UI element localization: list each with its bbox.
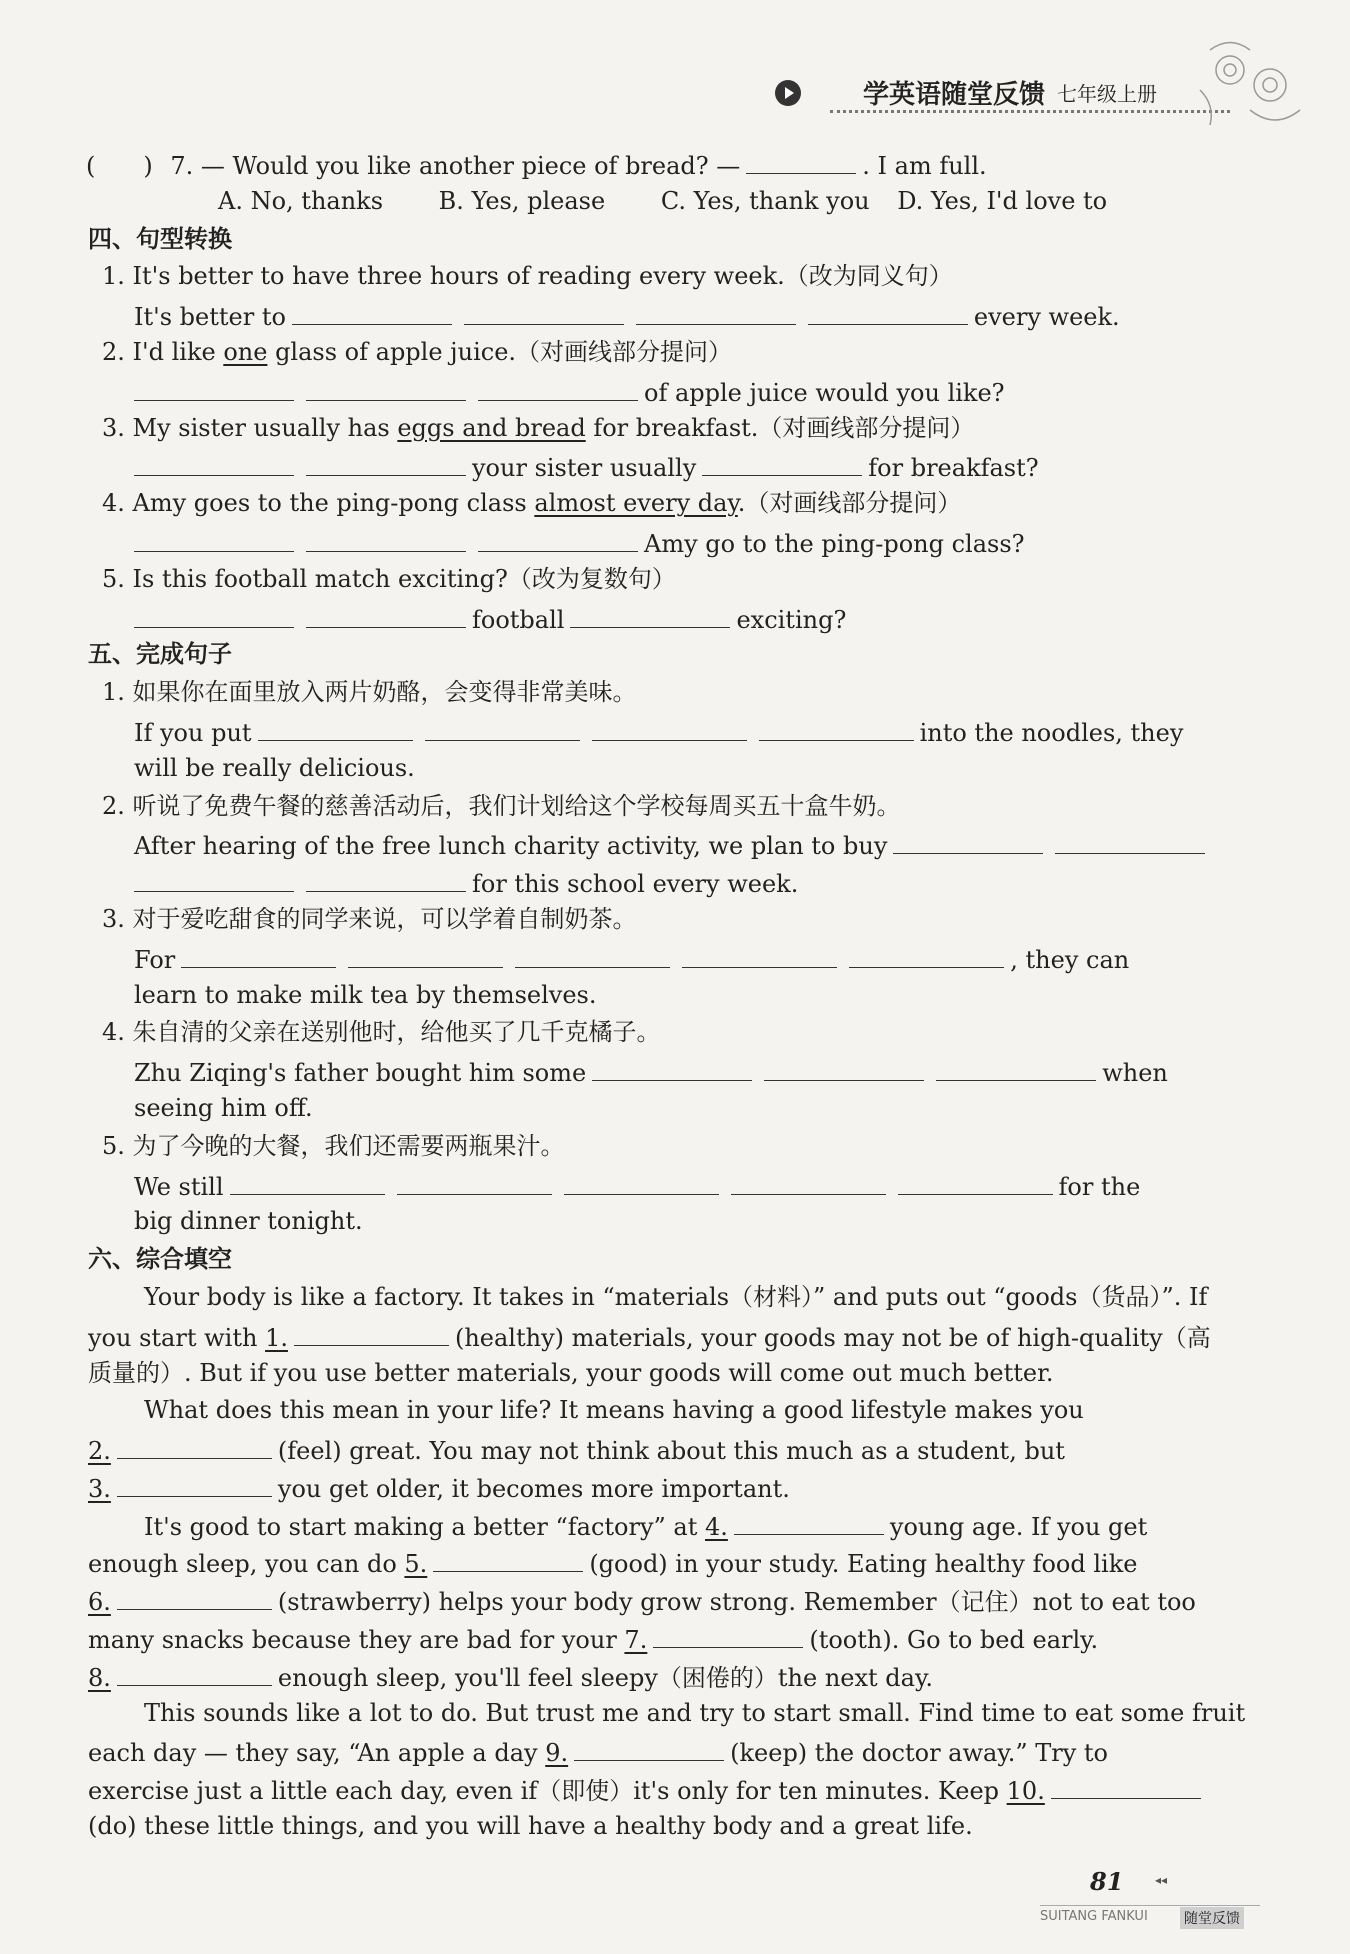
book-title: 学英语随堂反馈 bbox=[863, 80, 1046, 110]
answer-blank[interactable] bbox=[574, 1732, 724, 1761]
answer-paren: ( ) bbox=[86, 152, 153, 180]
answer-blank[interactable] bbox=[306, 523, 466, 552]
s5-q2-english: After hearing of the free lunch charity activity, we plan to buy bbox=[88, 825, 1238, 863]
answer-blank[interactable] bbox=[117, 1657, 272, 1686]
blank-number: 10. bbox=[1006, 1777, 1045, 1806]
answer-blank[interactable] bbox=[936, 1052, 1096, 1081]
passage-line: 6. (strawberry) helps your body grow strong. Remember（记住）not to eat too bbox=[88, 1581, 1238, 1619]
answer-middle: football bbox=[472, 605, 565, 634]
blank-number: 9. bbox=[545, 1739, 569, 1768]
s4-q5-prompt: 5. Is this football match exciting?（改为复数句） bbox=[102, 564, 676, 593]
blank-number: 8. bbox=[88, 1663, 111, 1692]
answer-blank[interactable] bbox=[117, 1430, 272, 1459]
passage-line: This sounds like a lot to do. But trust me and try to start small. Find time to eat some fruit bbox=[144, 1698, 1246, 1727]
footer-tag: 随堂反馈 bbox=[1180, 1907, 1244, 1929]
s4-q5-answer bbox=[88, 599, 1238, 637]
answer-blank[interactable] bbox=[653, 1619, 803, 1648]
s4-q1-answer bbox=[88, 296, 1238, 334]
s4-q2-prompt: 2. I'd like one glass of apple juice.（对画线部分提问） bbox=[102, 337, 733, 366]
answer-blank[interactable] bbox=[258, 712, 413, 741]
option-d[interactable]: D. Yes, I'd love to bbox=[897, 186, 1108, 215]
s5-q3-english: For , they can bbox=[88, 939, 1238, 977]
underlined-part: eggs and bread bbox=[397, 413, 586, 442]
passage-line: 质量的）. But if you use better materials, your goods will come out much better. bbox=[88, 1358, 1054, 1387]
s4-q3-prompt: 3. My sister usually has eggs and bread for breakfast.（对画线部分提问） bbox=[102, 413, 975, 442]
answer-middle: your sister usually bbox=[472, 454, 697, 483]
s4-q3-answer bbox=[88, 447, 1238, 485]
answer-suffix: every week. bbox=[973, 303, 1120, 332]
answer-blank[interactable] bbox=[134, 447, 294, 476]
answer-blank[interactable] bbox=[682, 939, 837, 968]
answer-blank[interactable] bbox=[478, 372, 638, 401]
answer-blank[interactable] bbox=[292, 296, 452, 325]
passage-line: 2. (feel) great. You may not think about this much as a student, but bbox=[88, 1430, 1238, 1468]
answer-blank[interactable] bbox=[898, 1166, 1053, 1195]
passage-line: It's good to start making a better “factory” at 4. young age. If you get bbox=[88, 1506, 1238, 1544]
s5-q1-english-cont: will be really delicious. bbox=[134, 753, 415, 782]
passage-line: 3. you get older, it becomes more important. bbox=[88, 1468, 1238, 1506]
footer-divider bbox=[1040, 1905, 1260, 1906]
s5-q4-english: Zhu Ziqing's father bought him some when bbox=[88, 1052, 1238, 1090]
blank-number: 4. bbox=[705, 1512, 728, 1541]
answer-blank[interactable] bbox=[849, 939, 1004, 968]
answer-blank[interactable] bbox=[306, 599, 466, 628]
answer-blank[interactable] bbox=[759, 712, 914, 741]
s4-q1-prompt: 1. It's better to have three hours of reading every week.（改为同义句） bbox=[102, 262, 953, 291]
s5-q5-english: We still for the bbox=[88, 1166, 1238, 1204]
section-6-title: 六、综合填空 bbox=[88, 1245, 232, 1274]
option-a[interactable]: A. No, thanks bbox=[218, 186, 384, 215]
answer-blank[interactable] bbox=[348, 939, 503, 968]
section-5-title: 五、完成句子 bbox=[88, 640, 232, 669]
answer-blank[interactable] bbox=[515, 939, 670, 968]
header-divider bbox=[830, 110, 1230, 113]
s5-q4-english-cont: seeing him off. bbox=[134, 1093, 313, 1122]
answer-blank[interactable] bbox=[181, 939, 336, 968]
arrow-left-icon: ◂◂ bbox=[1155, 1873, 1168, 1887]
answer-blank[interactable] bbox=[478, 523, 638, 552]
blank-number: 3. bbox=[88, 1474, 111, 1503]
answer-suffix: exciting? bbox=[736, 605, 847, 634]
passage-line: (do) these little things, and you will have a healthy body and a great life. bbox=[88, 1812, 973, 1841]
s5-q5-english-cont: big dinner tonight. bbox=[134, 1207, 363, 1236]
s4-q4-answer bbox=[88, 523, 1238, 561]
passage-line: exercise just a little each day, even if（即使）it's only for ten minutes. Keep 10. bbox=[88, 1770, 1238, 1808]
s5-q2-english-cont: for this school every week. bbox=[88, 863, 1238, 901]
s5-q3-english-cont: learn to make milk tea by themselves. bbox=[134, 980, 597, 1009]
answer-blank[interactable] bbox=[764, 1052, 924, 1081]
answer-blank[interactable] bbox=[117, 1581, 272, 1610]
answer-blank[interactable] bbox=[306, 447, 466, 476]
answer-blank[interactable] bbox=[592, 1052, 752, 1081]
blank-number: 5. bbox=[404, 1550, 428, 1579]
passage-line: many snacks because they are bad for your 7. (tooth). Go to bed early. bbox=[88, 1619, 1238, 1657]
s5-q3-chinese: 3. 对于爱吃甜食的同学来说，可以学着自制奶茶。 bbox=[102, 904, 637, 933]
answer-blank[interactable] bbox=[464, 296, 624, 325]
answer-blank[interactable] bbox=[636, 296, 796, 325]
answer-suffix: of apple juice would you like? bbox=[644, 378, 1005, 407]
question-7-stem: 7. — Would you like another piece of bread? — bbox=[170, 152, 741, 180]
question-7-options bbox=[88, 183, 1238, 221]
s5-q4-chinese: 4. 朱自清的父亲在送别他时，给他买了几千克橘子。 bbox=[102, 1018, 661, 1047]
answer-blank[interactable] bbox=[564, 1166, 719, 1195]
answer-blank[interactable] bbox=[570, 599, 730, 628]
answer-blank[interactable] bbox=[746, 145, 856, 174]
s5-q5-chinese: 5. 为了今晚的大餐，我们还需要两瓶果汁。 bbox=[102, 1131, 565, 1160]
floral-decoration-icon bbox=[1190, 30, 1310, 140]
answer-blank[interactable] bbox=[1051, 1770, 1201, 1799]
page-header bbox=[775, 70, 1235, 120]
underlined-part: almost every day bbox=[534, 489, 738, 518]
s5-q1-chinese: 1. 如果你在面里放入两片奶酪，会变得非常美味。 bbox=[102, 678, 637, 707]
answer-blank[interactable] bbox=[433, 1543, 583, 1572]
answer-blank[interactable] bbox=[1055, 825, 1205, 854]
answer-blank[interactable] bbox=[134, 599, 294, 628]
worksheet-body bbox=[86, 145, 1246, 1846]
option-c[interactable]: C. Yes, thank you bbox=[660, 186, 870, 215]
footer-pinyin: SUITANG FANKUI bbox=[1040, 1909, 1148, 1924]
s5-q1-english: If you put into the noodles, they bbox=[88, 712, 1238, 750]
answer-suffix: for breakfast? bbox=[868, 454, 1039, 483]
page-footer bbox=[1040, 1865, 1270, 1935]
page-number: 81 bbox=[1090, 1867, 1124, 1896]
grade-label: 七年级上册 bbox=[1057, 82, 1157, 106]
answer-blank[interactable] bbox=[893, 825, 1043, 854]
answer-blank[interactable] bbox=[117, 1468, 272, 1497]
answer-blank[interactable] bbox=[592, 712, 747, 741]
answer-blank[interactable] bbox=[397, 1166, 552, 1195]
answer-blank[interactable] bbox=[734, 1506, 884, 1535]
section-4-title: 四、句型转换 bbox=[88, 224, 232, 253]
answer-blank[interactable] bbox=[134, 523, 294, 552]
answer-blank[interactable] bbox=[702, 447, 862, 476]
blank-number: 6. bbox=[88, 1588, 111, 1617]
passage-line: you start with 1. (healthy) materials, your goods may not be of high-quality（高 bbox=[88, 1317, 1238, 1355]
blank-number: 1. bbox=[265, 1323, 288, 1352]
answer-blank[interactable] bbox=[425, 712, 580, 741]
question-7-stem-end: . I am full. bbox=[862, 152, 987, 180]
answer-blank[interactable] bbox=[294, 1317, 449, 1346]
blank-number: 7. bbox=[624, 1626, 648, 1655]
s4-q4-prompt: 4. Amy goes to the ping-pong class almost every day.（对画线部分提问） bbox=[102, 489, 962, 518]
play-icon bbox=[775, 80, 801, 106]
answer-blank[interactable] bbox=[134, 372, 294, 401]
question-7 bbox=[86, 145, 1238, 183]
blank-number: 2. bbox=[88, 1437, 111, 1466]
s5-q2-chinese: 2. 听说了免费午餐的慈善活动后，我们计划给这个学校每周买五十盒牛奶。 bbox=[102, 791, 901, 820]
answer-blank[interactable] bbox=[230, 1166, 385, 1195]
passage-line: each day — they say, “An apple a day 9. (keep) the doctor away.” Try to bbox=[88, 1732, 1238, 1770]
passage-line: What does this mean in your life? It means having a good lifestyle makes you bbox=[144, 1396, 1084, 1425]
passage-line: 8. enough sleep, you'll feel sleepy（困倦的）the next day. bbox=[88, 1657, 1238, 1695]
underlined-part: one bbox=[223, 337, 268, 366]
option-b[interactable]: B. Yes, please bbox=[438, 186, 606, 215]
passage-line: enough sleep, you can do 5. (good) in your study. Eating healthy food like bbox=[88, 1543, 1238, 1581]
answer-blank[interactable] bbox=[134, 863, 294, 892]
s4-q2-answer bbox=[88, 372, 1238, 410]
answer-blank[interactable] bbox=[808, 296, 968, 325]
answer-blank[interactable] bbox=[306, 372, 466, 401]
answer-blank[interactable] bbox=[731, 1166, 886, 1195]
passage-line: Your body is like a factory. It takes in “materials（材料）” and puts out “goods（货品）”. If bbox=[144, 1282, 1208, 1311]
answer-prefix: It's better to bbox=[134, 303, 286, 332]
answer-suffix: Amy go to the ping-pong class? bbox=[644, 529, 1025, 558]
answer-blank[interactable] bbox=[306, 863, 466, 892]
